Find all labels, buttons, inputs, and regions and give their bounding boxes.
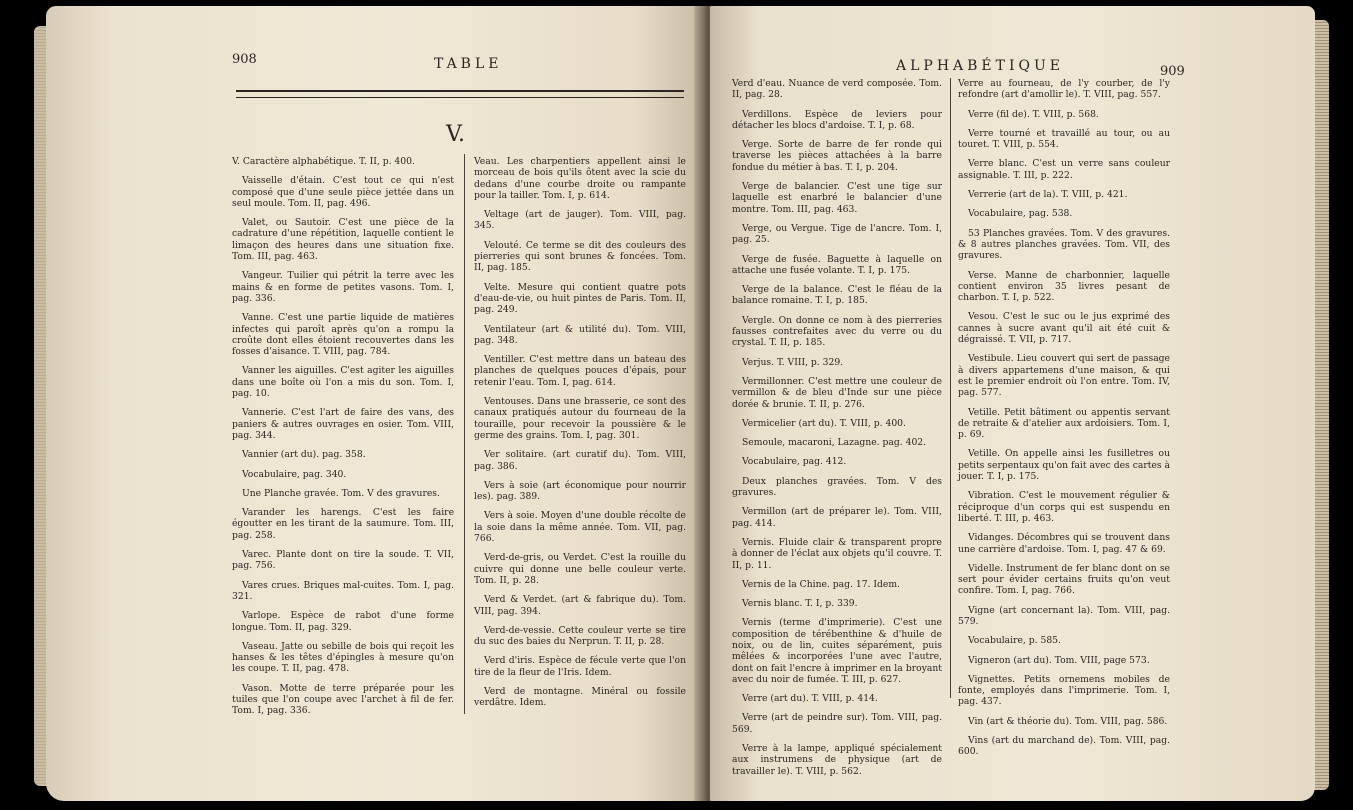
entry: Vermicelier (art du). T. VIII, p. 400.: [742, 417, 906, 429]
entry: Varander les harengs. C'est les faire égoutter en les tirant de la saumure. Tom. III, pag. 258.: [232, 507, 454, 541]
left-column-1: [232, 156, 454, 725]
entry: Verd d'iris. Espèce de fécule verte que l'on tire de la fleur de l'Iris. Idem.: [474, 655, 686, 678]
entry: Verd d'eau. Nuance de verd composée. Tom. II, pag. 28.: [732, 78, 942, 101]
entry: Verre tourné et travaillé au tour, ou au touret. T. VIII, p. 554.: [958, 127, 1170, 151]
entry: Vermillon (art de préparer le). Tom. VIII, pag. 414.: [732, 506, 942, 529]
entry: Vocabulaire, pag. 538.: [968, 208, 1073, 220]
entry: Velte. Mesure qui contient quatre pots d'eau-de-vie, ou huit pintes de Paris. Tom. II, pag. 249.: [474, 281, 686, 316]
entry: Ventiller. C'est mettre dans un bateau des planches de quelques pouces d'épais, pour retenir l'eau. Tom. I, pag. 614.: [474, 354, 686, 388]
entry: Vason. Motte de terre préparée pour les tuiles que l'on coupe avec l'archet à fil de fer. Tom. I, pag. 336.: [232, 682, 454, 717]
entry: Verge. Sorte de barre de fer ronde qui traverse les pièces attachées à la barre fondue du métier à bas. T. I, p. 204.: [732, 139, 942, 173]
entry: Vers à soie. Moyen d'une double récolte de la soie dans la même année. Tom. VII, pag. 766.: [474, 510, 686, 545]
entry: Vermillonner. C'est mettre une couleur de vermillon & de bleu d'Inde sur une pièce dorée & brunie. T. II, p. 276.: [732, 375, 942, 410]
entry: Vigneron (art du). Tom. VIII, page 573.: [968, 654, 1150, 666]
entry: Vesou. C'est le suc ou le jus exprimé des cannes à sucre avant qu'il ait été cuit & dégraissé. T. VII, p. 717.: [958, 311, 1170, 346]
entry: Une Planche gravée. Tom. V des gravures.: [242, 487, 440, 499]
page-number: 908: [232, 52, 257, 67]
entry: Ventouses. Dans une brasserie, ce sont des canaux pratiqués autour du fourneau de la touraille, pour recevoir la poussière & le germe des grains. Tom. I, pag. 301.: [474, 396, 686, 441]
entry: Velouté. Ce terme se dit des couleurs des pierreries qui sont brunes & foncées. Tom. II, pag. 185.: [474, 239, 686, 274]
entry: Vanner les aiguilles. C'est agiter les aiguilles dans une boîte où l'on a mis du son. Tom. I, pag. 10.: [232, 365, 454, 400]
entry: Vestibule. Lieu couvert qui sert de passage à divers appartemens d'une maison, & qui est le premier endroit où l'on entre. Tom. IV, pag. 577.: [958, 353, 1170, 399]
entry: Vigne (art concernant la). Tom. VIII, pag. 579.: [958, 604, 1170, 627]
running-head: ALPHABÉTIQUE: [896, 58, 1065, 74]
entry: Vaisselle d'étain. C'est tout ce qui n'est composé que d'une seule pièce jettée dans un seul moule. Tom. II, pag. 496.: [232, 175, 454, 209]
entry: Vignettes. Petits ornemens mobiles de fonte, employés dans l'imprimerie. Tom. I, pag. 437.: [958, 673, 1170, 708]
entry: V. Caractère alphabétique. T. II, p. 400.: [232, 156, 415, 167]
left-column-2: [474, 156, 686, 717]
entry: Vibration. C'est le mouvement régulier & réciproque d'un corps qui est suspendu en liberté. T. III, p. 463.: [958, 490, 1170, 524]
entry: Vares crues. Briques mal-cuites. Tom. I, pag. 321.: [232, 579, 454, 602]
running-head: TABLE: [434, 56, 503, 72]
entry: Verre (fil de). T. VIII, p. 568.: [968, 108, 1099, 120]
entry: Verjus. T. VIII, p. 329.: [742, 356, 844, 368]
entry: Verre au fourneau, de l'y courber, de l'y refondre (art d'amollir le). T. VIII, pag. 557.: [958, 78, 1170, 101]
page-number: 909: [1160, 64, 1185, 79]
entry: Varec. Plante dont on tire la soude. T. VII, pag. 756.: [232, 549, 454, 572]
entry: Valet, ou Sautoir. C'est une pièce de la cadrature d'une répétition, laquelle contient le limaçon des heures dans une situation fixe. Tom. III, pag. 463.: [232, 217, 454, 263]
entry: Verge de balancier. C'est une tige sur laquelle est enarbré le balancier d'une montre. Tom. III, pag. 463.: [732, 181, 942, 215]
right-column-2: [958, 78, 1170, 766]
entry: Verd de montagne. Minéral ou fossile verdâtre. Idem.: [474, 685, 686, 709]
entry: Vocabulaire, p. 585.: [968, 635, 1061, 647]
entry: Veau. Les charpentiers appellent ainsi le morceau de bois qu'ils ôtent avec la scie du dedans d'une courbe droite ou rampante pour la tailler. Tom. I, p. 614.: [474, 156, 686, 201]
entry: Vernis. Fluide clair & transparent propre à donner de l'éclat aux objets qu'il couvre. T. II, p. 11.: [732, 536, 942, 571]
left-page: [46, 6, 701, 801]
entry: Verdillons. Espèce de leviers pour détacher les blocs d'ardoise. T. I, p. 68.: [732, 108, 942, 131]
entry: Vaseau. Jatte ou sebille de bois qui reçoit les hanses & les têtes d'épingles à mesure qu'on les coupe. T. II, pag. 478.: [232, 640, 454, 675]
entry: Verre à la lampe, appliqué spécialement aux instrumens de physique (art de travailler le). T. VIII, p. 562.: [732, 743, 942, 777]
entry: 53 Planches gravées. Tom. V des gravures. & 8 autres planches gravées. Tom. VII, des gravures.: [958, 227, 1170, 262]
entry: Vins (art du marchand de). Tom. VIII, pag. 600.: [958, 735, 1170, 758]
column-divider: [950, 78, 951, 698]
entry: Videlle. Instrument de fer blanc dont on se sert pour évider certains fruits qu'on veut confire. Tom. I, pag. 766.: [958, 562, 1170, 597]
entry: Verge de fusée. Baguette à laquelle on attache une fusée volante. T. I, p. 175.: [732, 253, 942, 276]
open-book: [34, 6, 1329, 801]
entry: Varlope. Espèce de rabot d'une forme longue. Tom. II, pag. 329.: [232, 610, 454, 633]
entry: Vangeur. Tuilier qui pétrit la terre avec les mains & en forme de petites vasons. Tom. I, pag. 336.: [232, 270, 454, 304]
entry: Verd-de-vessie. Cette couleur verte se tire du suc des baies du Nerprun. T. II, p. 28.: [474, 624, 686, 648]
header-rule: [236, 90, 684, 98]
entry: Vernis de la Chine. pag. 17. Idem.: [742, 578, 900, 590]
entry: Vergle. On donne ce nom à des pierreries fausses contrefaites avec du verre ou du crystal. T. II, p. 185.: [732, 314, 942, 349]
entry: Ver solitaire. (art curatif du). Tom. VIII, pag. 386.: [474, 449, 686, 472]
entry: Verd-de-gris, ou Verdet. C'est la rouille du cuivre qui donne une belle couleur verte. Tom. II, p. 28.: [474, 552, 686, 586]
entry: Verge de la balance. C'est le fléau de la balance romaine. T. I, p. 185.: [732, 284, 942, 307]
entry: Veltage (art de jauger). Tom. VIII, pag. 345.: [474, 209, 686, 232]
entry: Verse. Manne de charbonnier, laquelle contient environ 35 livres pesant de charbon. T. I, p. 522.: [958, 269, 1170, 304]
entry: Verre (art du). T. VIII, p. 414.: [742, 693, 878, 705]
entry: Verd & Verdet. (art & fabrique du). Tom. VIII, pag. 394.: [474, 594, 686, 617]
entry: Vocabulaire, pag. 412.: [742, 456, 847, 468]
entry: Vocabulaire, pag. 340.: [242, 468, 347, 480]
entry: Vidanges. Décombres qui se trouvent dans une carrière d'ardoise. Tom. I, pag. 47 & 69.: [958, 532, 1170, 555]
entry: Vanne. C'est une partie liquide de matières infectes qui paroît après qu'on a rompu la croûte dont elles étoient recouvertes dans les fosses d'aisance. T. VIII, pag. 784.: [232, 312, 454, 358]
entry: Vannier (art du). pag. 358.: [242, 449, 366, 461]
right-page: [710, 6, 1315, 801]
entry: Ventilateur (art & utilité du). Tom. VIII, pag. 348.: [474, 323, 686, 346]
entry: Verre (art de peindre sur). Tom. VIII, pag. 569.: [732, 712, 942, 735]
entry: Vin (art & théorie du). Tom. VIII, pag. 586.: [968, 715, 1168, 727]
entry: Vers à soie (art économique pour nourrir les). pag. 389.: [474, 479, 686, 503]
entry: Deux planches gravées. Tom. V des gravures.: [732, 475, 942, 499]
entry: Vernis (terme d'imprimerie). C'est une composition de térébenthine & d'huile de noix, ou de lin, cuites séparément, puis mêlées & incorporées l'une avec l'autre, dont on fait l'encre à imprimer en la broyant avec du noir de fumée. T. III, p. 627.: [732, 617, 942, 685]
section-letter: V.: [446, 122, 466, 147]
entry: Vetille. Petit bâtiment ou appentis servant de retraite & d'atelier aux ardoisiers. Tom. I, p. 69.: [958, 406, 1170, 441]
entry: Vetille. On appelle ainsi les fusilletres ou petits serpentaux qu'on fait avec des cartes à jouer. T. I, p. 175.: [958, 448, 1170, 483]
column-divider: [464, 154, 465, 714]
entry: Verrerie (art de la). T. VIII, p. 421.: [968, 189, 1128, 201]
entry: Vannerie. C'est l'art de faire des vans, des paniers & autres ouvrages en osier. Tom. VIII, pag. 344.: [232, 407, 454, 441]
entry: Verre blanc. C'est un verre sans couleur assignable. T. III, p. 222.: [958, 158, 1170, 181]
entry: Vernis blanc. T. I, p. 339.: [742, 598, 858, 610]
entry: Semoule, macaroni, Lazagne. pag. 402.: [742, 437, 927, 449]
entry: Verge, ou Vergue. Tige de l'ancre. Tom. I, pag. 25.: [732, 222, 942, 246]
right-column-1: [732, 78, 942, 785]
